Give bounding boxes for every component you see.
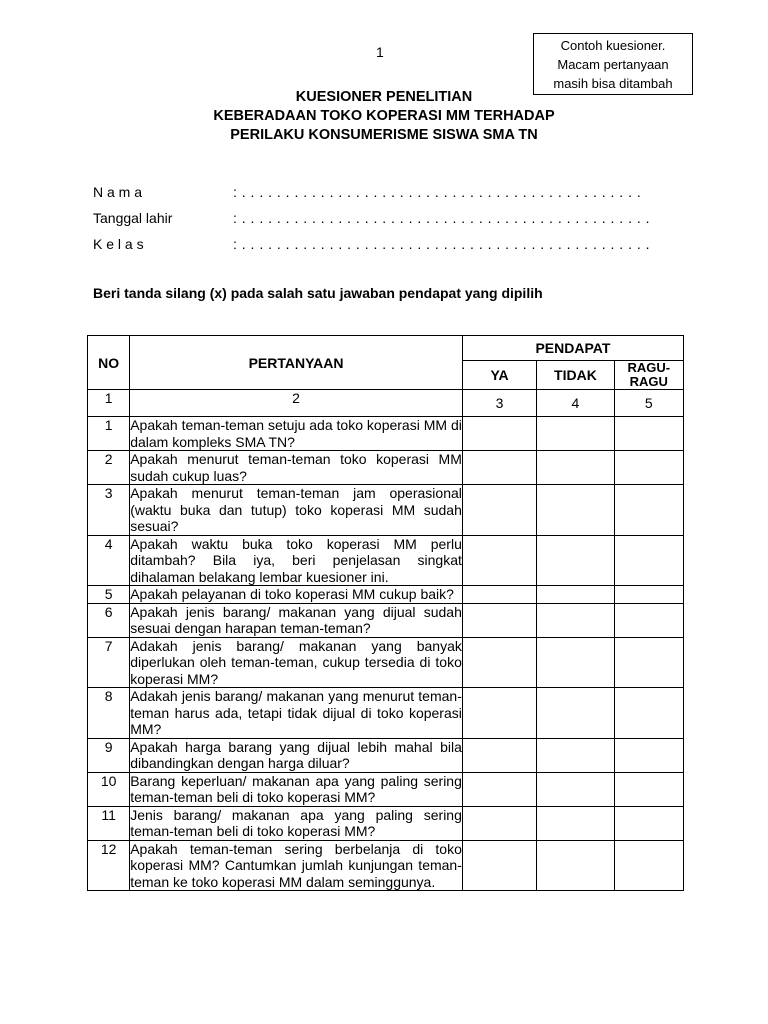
answer-cell-yes[interactable] [462,417,536,451]
answer-cell-yes[interactable] [462,586,536,604]
question-text: Apakah harga barang yang dijual lebih mahal bila dibandingkan dengan harga diluar? [130,738,462,771]
question-row [88,535,684,586]
answer-cell-yes[interactable] [462,603,536,637]
note-line: masih bisa ditambah [553,75,673,91]
question-number: 2 [88,451,130,485]
answer-cell-unsure[interactable] [614,485,683,536]
question-number: 8 [88,688,130,739]
column-number: 5 [614,390,683,417]
document-title [0,88,768,145]
question-text: Apakah teman-teman sering berbelanja di toko koperasi MM? Cantumkan jumlah kunjungan teman-teman ke toko koperasi MM dalam seminggunya. [130,840,462,890]
question-number: 7 [88,637,130,688]
question-text: Apakah menurut teman-teman toko koperasi MM sudah cukup luas? [130,451,462,484]
question-text: Apakah pelayanan di toko koperasi MM cukup baik? [130,586,463,604]
question-row [88,738,684,772]
header-no: NO [88,336,130,390]
page-number: 1 [376,44,384,60]
question-number: 6 [88,603,130,637]
question-row [88,637,684,688]
header-unsure: RAGU-RAGU [614,361,683,390]
answer-cell-no[interactable] [537,485,614,536]
answer-cell-no[interactable] [537,451,614,485]
question-number: 3 [88,485,130,536]
column-number: 3 [462,390,536,417]
question-number: 10 [88,772,130,806]
question-rows [88,417,684,891]
question-row [88,451,684,485]
question-number: 12 [88,840,130,891]
header-yes: YA [462,361,536,390]
header-opinion: PENDAPAT [462,336,683,361]
class-field[interactable] [93,236,653,262]
answer-cell-unsure[interactable] [614,417,683,451]
question-row [88,840,684,891]
answer-cell-no[interactable] [537,637,614,688]
answer-cell-unsure[interactable] [614,688,683,739]
answer-cell-no[interactable] [537,772,614,806]
question-text: Apakah menurut teman-teman jam operasional (waktu buka dan tutup) toko koperasi MM sudah sesuai? [130,485,462,534]
name-field[interactable] [93,184,653,210]
instruction-text: Beri tanda silang (x) pada salah satu jawaban pendapat yang dipilih [93,285,543,301]
question-text: Adakah jenis barang/ makanan yang menurut teman-teman harus ada, tetapi tidak dijual di toko koperasi MM? [130,688,462,737]
question-row [88,417,684,451]
answer-cell-yes[interactable] [462,738,536,772]
column-number: 4 [537,390,614,417]
question-number: 11 [88,806,130,840]
answer-cell-yes[interactable] [462,772,536,806]
field-blank[interactable]: : . . . . . . . . . . . . . . . . . . . . . . . . . . . . . . . . . . . . . . . . . . . . . . [233,184,642,200]
answer-cell-unsure[interactable] [614,772,683,806]
question-text: Adakah jenis barang/ makanan yang banyak diperlukan oleh teman-teman, cukup tersedia di toko koperasi MM? [130,637,462,687]
question-number: 9 [88,738,130,772]
answer-cell-yes[interactable] [462,806,536,840]
question-text: Apakah waktu buka toko koperasi MM perlu ditambah? Bila iya, beri penjelasan singkat dihalaman belakang lembar kuesioner ini. [130,535,462,585]
answer-cell-no[interactable] [537,840,614,891]
answer-cell-unsure[interactable] [614,603,683,637]
answer-cell-no[interactable] [537,586,614,604]
title-line: KUESIONER PENELITIAN [295,89,473,105]
answer-cell-unsure[interactable] [614,840,683,891]
answer-cell-unsure[interactable] [614,738,683,772]
answer-cell-unsure[interactable] [614,535,683,586]
question-number: 5 [88,586,130,604]
answer-cell-yes[interactable] [462,451,536,485]
question-row [88,586,684,604]
field-blank[interactable]: : . . . . . . . . . . . . . . . . . . . . . . . . . . . . . . . . . . . . . . . . . . . . . . . [233,236,651,252]
header-no-answer: TIDAK [537,361,614,390]
answer-cell-no[interactable] [537,603,614,637]
question-number: 4 [88,535,130,586]
answer-cell-yes[interactable] [462,840,536,891]
answer-cell-no[interactable] [537,417,614,451]
question-text: Jenis barang/ makanan apa yang paling sering teman-teman beli di toko koperasi MM? [130,806,462,839]
header-question: PERTANYAAN [130,336,463,390]
sample-note-box [533,33,693,95]
field-label: Tanggal lahir [93,210,173,226]
answer-cell-yes[interactable] [462,637,536,688]
question-text: Barang keperluan/ makanan apa yang paling sering teman-teman beli di toko koperasi MM? [130,772,462,805]
answer-cell-yes[interactable] [462,485,536,536]
answer-cell-no[interactable] [537,806,614,840]
question-number: 1 [88,417,130,451]
answer-cell-no[interactable] [537,535,614,586]
question-text: Apakah teman-teman setuju ada toko koperasi MM di dalam kompleks SMA TN? [130,417,462,450]
answer-cell-no[interactable] [537,738,614,772]
birthdate-field[interactable] [93,210,653,236]
answer-cell-no[interactable] [537,688,614,739]
title-line: KEBERADAAN TOKO KOPERASI MM TERHADAP [213,108,555,124]
column-number: 1 [88,390,130,417]
questionnaire-table [87,335,684,891]
answer-cell-yes[interactable] [462,688,536,739]
answer-cell-unsure[interactable] [614,451,683,485]
question-text: Apakah jenis barang/ makanan yang dijual sudah sesuai dengan harapan teman-teman? [130,603,462,636]
note-line: Macam pertanyaan [557,56,669,72]
question-row [88,688,684,739]
field-label: N a m a [93,184,143,200]
question-row [88,603,684,637]
answer-cell-yes[interactable] [462,535,536,586]
answer-cell-unsure[interactable] [614,586,683,604]
note-line: Contoh kuesioner. [560,37,666,53]
title-line: PERILAKU KONSUMERISME SISWA SMA TN [230,127,538,143]
answer-cell-unsure[interactable] [614,806,683,840]
question-row [88,485,684,536]
field-label: K e l a s [93,236,144,252]
question-row [88,806,684,840]
question-row [88,772,684,806]
column-number: 2 [130,390,463,417]
respondent-fields [93,184,653,262]
answer-cell-unsure[interactable] [614,637,683,688]
field-blank[interactable]: : . . . . . . . . . . . . . . . . . . . . . . . . . . . . . . . . . . . . . . . . . . . . . . . [233,210,651,226]
